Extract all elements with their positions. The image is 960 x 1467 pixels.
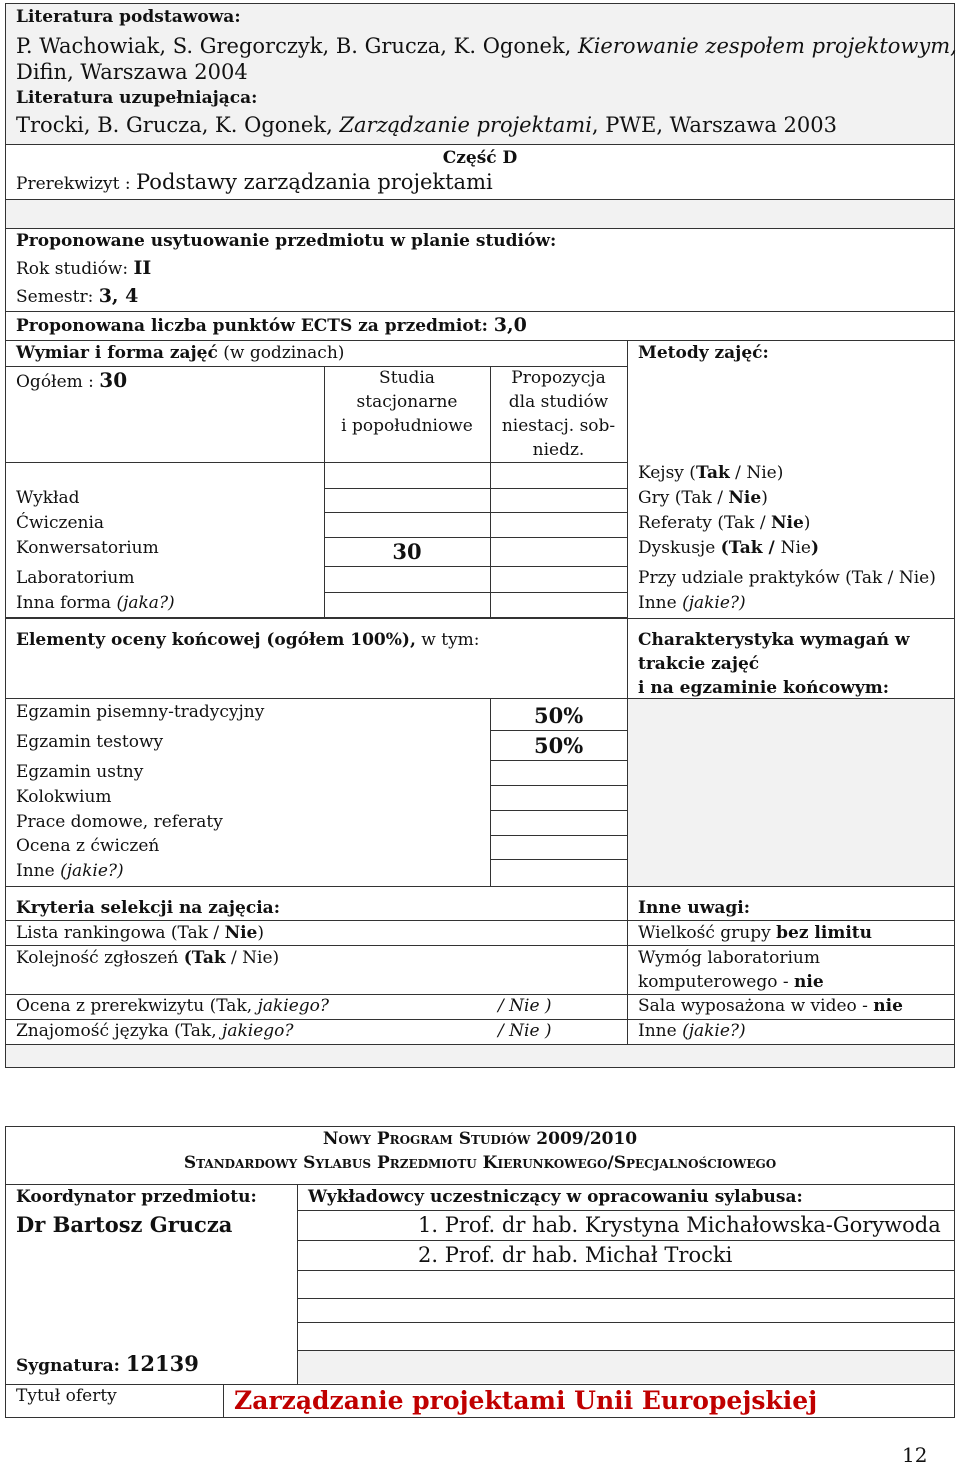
notes-group-size-label: Wielkość grupy: [638, 923, 777, 943]
selection-order-yes: (Tak: [183, 948, 226, 968]
divider: [5, 199, 955, 200]
literature-extra-authors: Trocki, B. Grucza, K. Ogonek,: [16, 113, 340, 137]
hours-row-other-label: Inna forma: [16, 593, 117, 613]
offer-label: Tytuł oferty: [16, 1386, 117, 1406]
signature-spacer: [298, 1351, 954, 1383]
grading-row-oral-exam: Egzamin ustny: [16, 762, 144, 782]
selection-prerequisite-no: / Nie ): [498, 996, 552, 1016]
selection-ranking: [16, 923, 264, 944]
selection-row-line: [5, 1044, 955, 1045]
grading-heading-rest: w tym:: [415, 630, 480, 650]
method-games-no: Nie: [728, 488, 762, 508]
study-year: [16, 258, 151, 280]
hours-heading-line: [5, 366, 627, 367]
selection-heading: Kryteria selekcji na zajęcia:: [16, 898, 280, 918]
hours-row-lecture: Wykład: [16, 488, 80, 508]
grading-row-line: [490, 785, 627, 786]
hours-total-label: Ogółem :: [16, 372, 100, 392]
signature-label: Sygnatura:: [16, 1356, 126, 1376]
method-cases-end: ): [776, 463, 784, 483]
placement-heading: Proponowane usytuowanie przedmiotu w planie studiów:: [16, 231, 557, 251]
lecturer-line: [297, 1270, 955, 1271]
page-number: 12: [902, 1443, 928, 1467]
grading-value-test-exam: 50%: [534, 733, 584, 758]
requirements-area: [628, 699, 954, 886]
method-cases-sep: /: [729, 463, 747, 483]
method-papers-sep: /: [754, 513, 771, 533]
selection-ranking-no: Nie: [224, 923, 258, 943]
hours-total-value: 30: [99, 368, 128, 392]
notes-lab-requirement-label: komputerowego -: [638, 972, 795, 992]
notes-other-italic: (jakie?): [682, 1021, 746, 1041]
grading-row-line: [490, 730, 627, 731]
hours-heading: [16, 343, 344, 364]
col-full-header-1: Studia: [379, 368, 435, 388]
selection-divider: [627, 886, 628, 1068]
signature-value: 12139: [125, 1351, 199, 1376]
method-other-italic: (jakie?): [682, 593, 746, 613]
notes-heading: Inne uwagi:: [638, 898, 751, 918]
method-games: [638, 488, 768, 509]
literature-extra-title: Zarządzanie projektami: [339, 113, 592, 137]
part-label: Część D: [442, 148, 518, 168]
selection-ranking-label: Lista rankingowa (Tak /: [16, 923, 225, 943]
method-cases-label: Kejsy (: [638, 463, 696, 483]
method-games-yes: Tak: [681, 488, 712, 508]
selection-prerequisite-italic: jakiego?: [257, 996, 329, 1016]
signature-line: [5, 1384, 955, 1385]
hours-heading-bold: Wymiar i forma zajęć: [16, 343, 218, 363]
prerequisite: [16, 172, 493, 195]
hours-row-line: [324, 512, 627, 513]
grading-heading: [16, 630, 480, 651]
selection-prerequisite-label: Ocena z prerekwizytu (Tak,: [16, 996, 258, 1016]
method-practitioners-end: ): [929, 568, 936, 588]
prerequisite-spacer: [6, 199, 954, 228]
lecturer-line: [297, 1322, 955, 1323]
grading-row-other-label: Inne: [16, 861, 61, 881]
method-papers-end: ): [803, 513, 811, 533]
method-discussion: [638, 538, 819, 559]
grading-row-line: [490, 859, 627, 860]
selection-language: [16, 1021, 293, 1042]
col-part-header-4: niedz.: [532, 440, 585, 460]
literature-extra-entry: [16, 112, 837, 138]
hours-row-other: [16, 593, 175, 614]
method-cases-no: Nie: [746, 463, 777, 483]
study-year-value: II: [133, 257, 152, 279]
notes-lab-requirement-value: nie: [794, 972, 824, 992]
semester: [16, 286, 138, 308]
col-part-header-1: Propozycja: [511, 368, 606, 388]
selection-language-label: Znajomość języka (Tak,: [16, 1021, 223, 1041]
hours-conversatory-value: 30: [392, 539, 422, 564]
ects-value: 3,0: [493, 314, 527, 336]
offer-title: Zarządzanie projektami Unii Europejskiej: [234, 1386, 818, 1415]
method-practitioners: [638, 568, 936, 589]
grading-row-line: [490, 835, 627, 836]
program-title: Nowy Program Studiów 2009/2010: [322, 1129, 638, 1149]
selection-order-label: Kolejność zgłoszeń: [16, 948, 184, 968]
requirements-heading-1: Charakterystyka wymagań w: [638, 630, 910, 650]
literature-basic-title: Kierowanie zespołem projektowym,: [578, 34, 957, 58]
selection-row-line: [5, 1019, 955, 1020]
grading-row-homework: Prace domowe, referaty: [16, 812, 223, 832]
lecturer-1: 1. Prof. dr hab. Krystyna Michałowska-Gorywoda: [418, 1213, 941, 1237]
selection-language-no: / Nie ): [498, 1021, 552, 1041]
lecturer-2: 2. Prof. dr hab. Michał Trocki: [418, 1243, 733, 1267]
grading-row-line: [490, 810, 627, 811]
hours-row-line: [324, 566, 627, 567]
method-discussion-sep: /: [762, 538, 781, 558]
notes-lab-requirement-2: [638, 972, 824, 993]
method-practitioners-label: Przy udziale praktyków (: [638, 568, 852, 588]
grading-row-line: [490, 760, 627, 761]
requirements-heading-2: trakcie zajęć: [638, 654, 760, 674]
method-practitioners-sep: /: [882, 568, 899, 588]
offer-divider: [223, 1384, 224, 1418]
method-cases: [638, 463, 783, 484]
lecturers-label: Wykładowcy uczestniczący w opracowaniu sylabusa:: [308, 1187, 803, 1207]
col-part-header-3: niestacj. sob-: [501, 416, 616, 436]
method-practitioners-no: Nie: [898, 568, 930, 588]
selection-row-line: [5, 920, 955, 921]
method-games-label: Gry (: [638, 488, 682, 508]
selection-row-line: [5, 994, 955, 995]
notes-other-label: Inne: [638, 1021, 683, 1041]
lecturer-line: [297, 1240, 955, 1241]
grading-row-exercise-grade: Ocena z ćwiczeń: [16, 836, 160, 856]
hours-row-exercises: Ćwiczenia: [16, 513, 105, 533]
hours-row-line: [324, 592, 627, 593]
method-papers: [638, 513, 810, 534]
notes-group-size: [638, 923, 872, 944]
hours-heading-unit: (w godzinach): [217, 343, 345, 363]
notes-video: [638, 996, 903, 1017]
method-papers-no: Nie: [770, 513, 804, 533]
literature-extra-label: Literatura uzupełniająca:: [16, 88, 258, 108]
prerequisite-label: Prerekwizyt :: [16, 174, 137, 194]
method-other-label: Inne: [638, 593, 683, 613]
grading-row-other-italic: (jakie?): [60, 861, 124, 881]
method-discussion-label: Dyskusje: [638, 538, 721, 558]
ects: [16, 315, 527, 337]
selection-order-end: / Nie): [225, 948, 280, 968]
prerequisite-value: Podstawy zarządzania projektami: [136, 170, 493, 194]
method-discussion-end: ): [810, 538, 820, 558]
hours-row-laboratory: Laboratorium: [16, 568, 135, 588]
notes-other: [638, 1021, 746, 1042]
literature-basic-publisher: Difin, Warszawa 2004: [16, 60, 248, 84]
literature-basic-entry: [16, 33, 957, 59]
hours-row-line: [5, 462, 627, 463]
grading-row-colloquium: Kolokwium: [16, 787, 112, 807]
hours-row-conversatory: Konwersatorium: [16, 538, 159, 558]
selection-ranking-end: ): [257, 923, 265, 943]
grading-row-written-exam: Egzamin pisemny-tradycyjny: [16, 702, 265, 722]
hours-total: [16, 370, 127, 393]
program-subtitle: Standardowy Sylabus Przedmiotu Kierunkowego/Specjalnościowego: [183, 1153, 777, 1173]
hours-methods-divider: [627, 340, 628, 619]
method-discussion-yes: (Tak: [720, 538, 763, 558]
literature-basic-authors: P. Wachowiak, S. Gregorczyk, B. Grucza, K. Ogonek,: [16, 34, 579, 58]
grading-row-other: [16, 861, 124, 882]
grading-value-written-exam: 50%: [534, 703, 584, 728]
method-cases-yes: Tak: [695, 463, 730, 483]
method-papers-label: Referaty (: [638, 513, 724, 533]
hours-row-line: [324, 537, 627, 538]
coordinator-label: Koordynator przedmiotu:: [16, 1187, 257, 1207]
notes-group-size-value: bez limitu: [776, 923, 873, 943]
col-full-header-2: stacjonarne: [356, 392, 458, 412]
col-full-header-3: i popołudniowe: [341, 416, 473, 436]
notes-video-value: nie: [873, 996, 903, 1016]
notes-lab-requirement-1: Wymóg laboratorium: [638, 948, 820, 968]
semester-value: 3, 4: [98, 285, 139, 307]
method-discussion-no: Nie: [780, 538, 811, 558]
method-games-end: ): [761, 488, 768, 508]
lecturer-line: [297, 1210, 955, 1211]
method-games-sep: /: [711, 488, 729, 508]
method-other: [638, 593, 746, 614]
ects-label: Proponowana liczba punktów ECTS za przedmiot:: [16, 316, 494, 336]
literature-extra-publisher: , PWE, Warszawa 2003: [591, 113, 837, 137]
selection-row-line: [5, 945, 955, 946]
literature-basic-label: Literatura podstawowa:: [16, 7, 241, 27]
method-practitioners-yes: Tak: [851, 568, 883, 588]
col-part-header-2: dla studiów: [508, 392, 609, 412]
selection-order: [16, 948, 279, 969]
method-papers-yes: Tak: [723, 513, 755, 533]
hours-row-line: [324, 488, 627, 489]
signature: [16, 1353, 199, 1377]
semester-label: Semestr:: [16, 287, 99, 307]
methods-heading: Metody zajęć:: [638, 343, 769, 363]
selection-prerequisite: [16, 996, 329, 1017]
grading-row-test-exam: Egzamin testowy: [16, 732, 164, 752]
notes-video-label: Sala wyposażona w video -: [638, 996, 874, 1016]
study-year-label: Rok studiów:: [16, 259, 134, 279]
selection-spacer: [6, 1044, 954, 1067]
selection-language-italic: jakiego?: [222, 1021, 294, 1041]
lecturer-line: [297, 1298, 955, 1299]
coordinator-name: Dr Bartosz Grucza: [16, 1212, 233, 1237]
hours-row-other-italic: (jaka?): [116, 593, 175, 613]
grading-heading-bold: Elementy oceny końcowej (ogółem 100%),: [16, 630, 416, 650]
requirements-heading-3: i na egzaminie końcowym:: [638, 678, 889, 698]
